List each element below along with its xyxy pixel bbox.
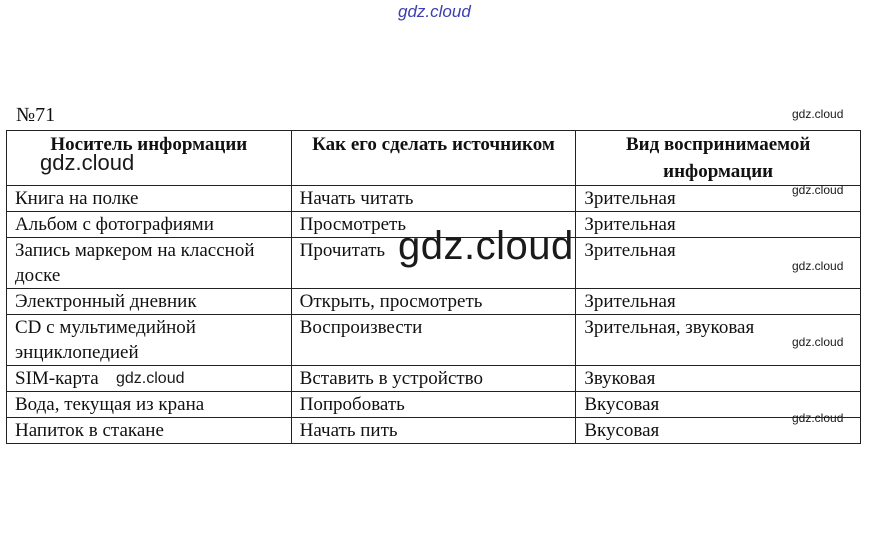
cell-carrier: Напиток в стакане	[7, 418, 292, 444]
info-table	[6, 130, 861, 444]
watermark-right-1: gdz.cloud	[792, 107, 844, 121]
cell-carrier: Электронный дневник	[7, 289, 292, 315]
cell-how: Попробовать	[291, 392, 576, 418]
table-row	[7, 186, 861, 212]
cell-how: Начать читать	[291, 186, 576, 212]
cell-type: Зрительная, звуковая	[576, 315, 861, 366]
cell-how: Воспроизвести	[291, 315, 576, 366]
cell-type: Звуковая	[576, 366, 861, 392]
cell-type: Вкусовая	[576, 392, 861, 418]
header-how-to-source: Как его сделать источником	[291, 131, 576, 186]
table-row	[7, 289, 861, 315]
cell-carrier: Вода, текущая из крана	[7, 392, 292, 418]
cell-how: Просмотреть	[291, 212, 576, 238]
cell-carrier: Книга на полке	[7, 186, 292, 212]
cell-type: Зрительная	[576, 238, 861, 289]
watermark-sim-row: gdz.cloud	[116, 370, 185, 387]
cell-how: Начать пить	[291, 418, 576, 444]
cell-how: Открыть, просмотреть	[291, 289, 576, 315]
header-info-type: Вид воспринимаемой информации	[576, 131, 861, 186]
cell-type: Вкусовая	[576, 418, 861, 444]
watermark-right-4: gdz.cloud	[792, 335, 844, 349]
cell-carrier: CD с мультимедийной энциклопедией	[7, 315, 292, 366]
cell-carrier: Запись маркером на классной доске	[7, 238, 292, 289]
header-carrier: Носитель информации	[7, 131, 292, 186]
watermark-top: gdz.cloud	[398, 2, 471, 21]
watermark-right-5: gdz.cloud	[792, 411, 844, 425]
watermark-right-3: gdz.cloud	[792, 259, 844, 273]
cell-how: Вставить в устройство	[291, 366, 576, 392]
task-number: №71	[16, 104, 56, 126]
cell-type: Зрительная	[576, 289, 861, 315]
watermark-right-2: gdz.cloud	[792, 183, 844, 197]
table-header-row	[7, 131, 861, 186]
cell-type: Зрительная	[576, 212, 861, 238]
cell-how: Прочитать	[291, 238, 576, 289]
table-row	[7, 418, 861, 444]
cell-carrier: SIM-карта	[7, 366, 292, 392]
watermark-center: gdz.cloud	[398, 224, 574, 268]
cell-type: Зрительная	[576, 186, 861, 212]
table-row	[7, 392, 861, 418]
watermark-header-left: gdz.cloud	[40, 150, 135, 175]
table-row	[7, 315, 861, 366]
cell-carrier: Альбом с фотографиями	[7, 212, 292, 238]
